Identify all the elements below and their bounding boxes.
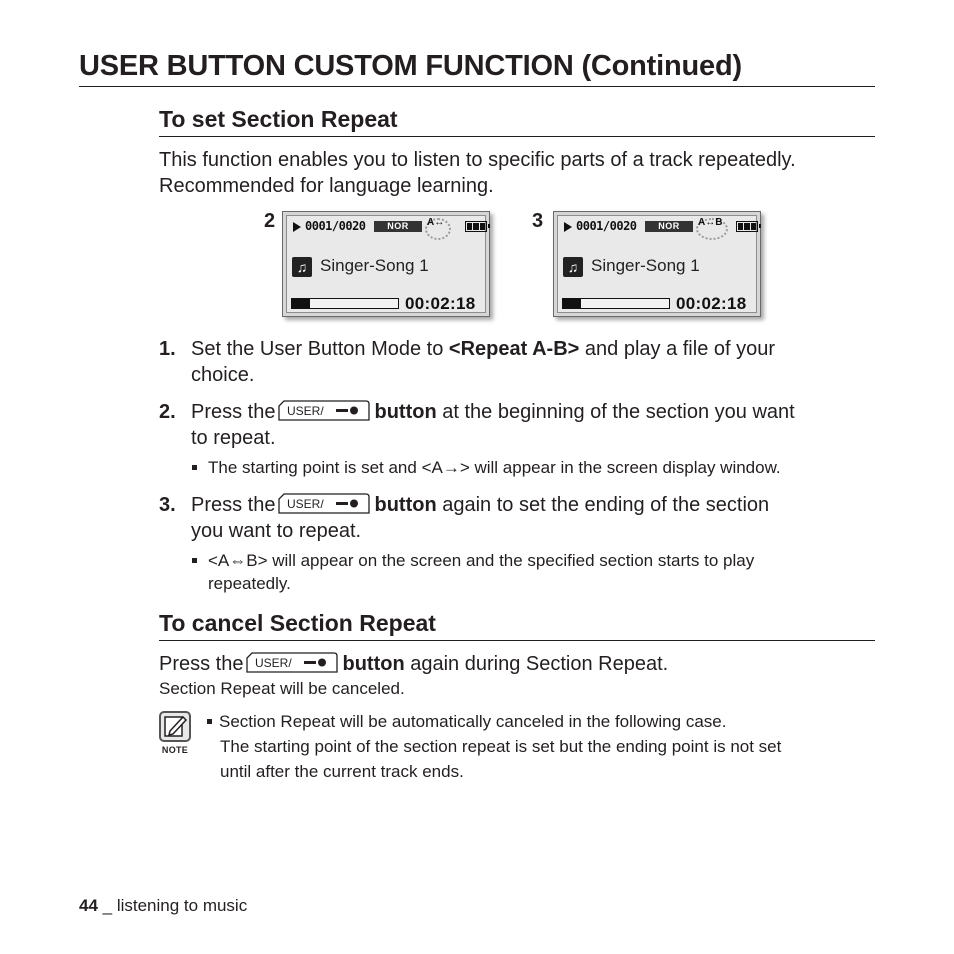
step-text-line2: choice. (191, 363, 255, 386)
step-bold: button (374, 401, 437, 423)
play-icon (564, 222, 572, 232)
battery-icon (465, 221, 487, 232)
play-icon (293, 222, 301, 232)
cancel-text: Press the (159, 653, 244, 675)
section-heading-set-repeat: To set Section Repeat (159, 106, 398, 132)
note-line-3: until after the current track ends. (220, 762, 464, 781)
user-button-label: USER/ (287, 497, 325, 511)
track-counter: 0001/0020 (576, 219, 637, 233)
music-note-icon: ♫ (563, 257, 583, 277)
step-number: 3. (159, 494, 176, 516)
user-button-label: USER/ (287, 404, 325, 418)
screen-label-3: 3 (532, 210, 544, 232)
screen-label-2: 2 (264, 210, 276, 232)
bullet-line-1: <A⇔B> will appear on the screen and the specified section starts to play (208, 551, 755, 570)
device-screen-3 (553, 211, 761, 317)
user-button-icon (278, 400, 370, 421)
progress-bar (291, 298, 399, 309)
bullet-square (192, 465, 197, 470)
footer-text: _ listening to music (97, 896, 248, 915)
music-note-icon: ♫ (292, 257, 312, 277)
device-screen-2 (282, 211, 490, 317)
cancel-instruction (159, 652, 668, 678)
cancel-bold: button (342, 653, 405, 675)
step-text-line2: you want to repeat. (191, 519, 362, 542)
page-title: USER BUTTON CUSTOM FUNCTION (Continued) (79, 50, 742, 82)
bullet-square (192, 558, 197, 563)
bullet-line-2: repeatedly. (208, 574, 291, 593)
song-title: Singer-Song 1 (591, 256, 700, 275)
step-text: Press the (191, 401, 276, 423)
eq-badge: NOR (374, 221, 422, 232)
page-number: 44 (79, 896, 98, 915)
progress-fill (563, 299, 581, 308)
user-button-icon (278, 493, 370, 514)
page-footer (79, 896, 247, 916)
section-rule (159, 136, 875, 137)
note-line-1: Section Repeat will be automatically canceled in the following case. (219, 712, 727, 731)
play-time: 00:02:18 (676, 294, 747, 313)
note-line-2: The starting point of the section repeat is set but the ending point is not set (220, 737, 782, 756)
step-text: Set the User Button Mode to (191, 338, 449, 360)
repeat-ab-indicator: A↔B (698, 217, 723, 228)
eq-badge: NOR (645, 221, 693, 232)
step-text: again to set the ending of the section (436, 494, 770, 516)
track-counter: 0001/0020 (305, 219, 366, 233)
step-text: at the beginning of the section you want (436, 401, 795, 423)
user-button-icon (246, 652, 338, 673)
step-number: 2. (159, 401, 176, 423)
note-bullet (207, 710, 726, 733)
note-icon (159, 711, 191, 742)
step-text-line2: to repeat. (191, 426, 276, 449)
step-text: and play a file of your (579, 338, 776, 360)
bullet-text: The starting point is set and <A→> will appear in the screen display window. (208, 458, 781, 477)
note-label: NOTE (161, 745, 189, 755)
bullet-square (207, 719, 212, 724)
intro-line-2: Recommended for language learning. (159, 175, 494, 197)
step-text: Press the (191, 494, 276, 516)
cancel-text: again during Section Repeat. (404, 653, 669, 675)
progress-bar (562, 298, 670, 309)
intro-line-1: This function enables you to listen to specific parts of a track repeatedly. (159, 149, 796, 171)
title-rule (79, 86, 875, 87)
play-time: 00:02:18 (405, 294, 476, 313)
user-button-label: USER/ (255, 656, 293, 670)
section-rule (159, 640, 875, 641)
section-heading-cancel-repeat: To cancel Section Repeat (159, 610, 436, 636)
battery-icon (736, 221, 758, 232)
cancel-subtext: Section Repeat will be canceled. (159, 679, 405, 698)
step-number: 1. (159, 338, 176, 360)
song-title: Singer-Song 1 (320, 256, 429, 275)
progress-fill (292, 299, 310, 308)
step-bold: button (374, 494, 437, 516)
bullet-text (208, 549, 754, 595)
repeat-ab-indicator: A↔ (427, 217, 445, 228)
step-bold: <Repeat A-B> (448, 338, 580, 360)
